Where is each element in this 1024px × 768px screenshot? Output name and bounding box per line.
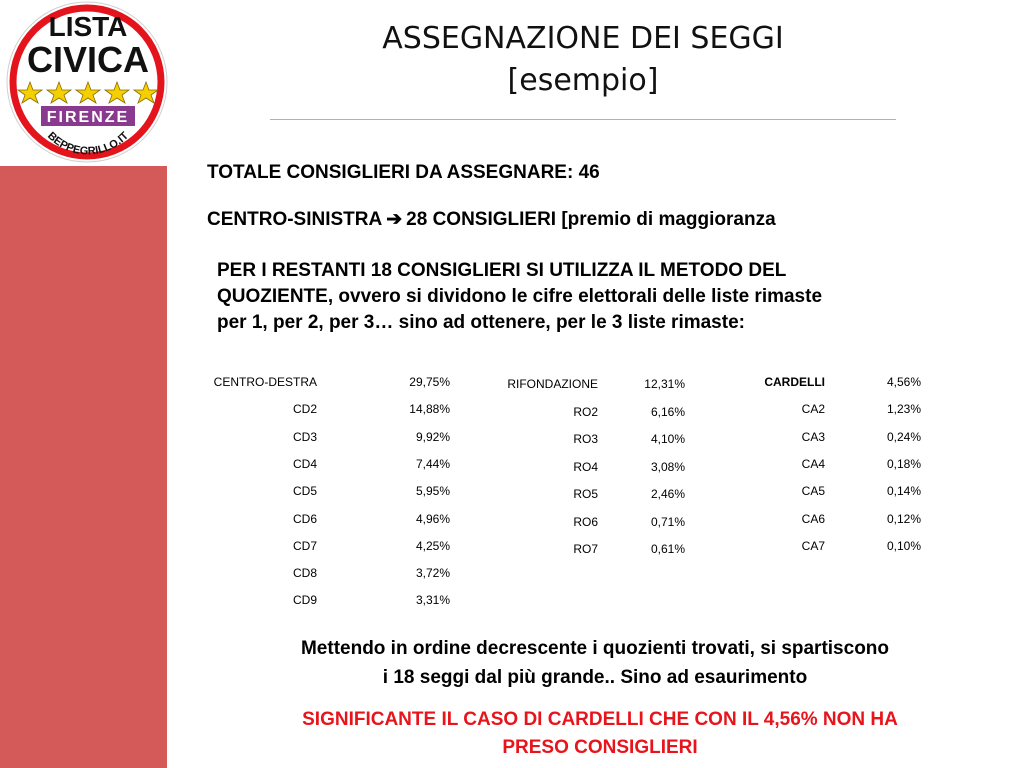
row-name: RO2 [573,404,598,419]
row-value: 1,23% [886,402,921,417]
row-name: CD9 [292,593,317,608]
logo-line1: LISTA [48,11,128,42]
method-line2-rest: ovvero si dividono le cifre elettorali delle liste rimaste [333,286,823,307]
logo-site: BEPPEGRILLO.IT [44,129,132,158]
title-line1: ASSEGNAZIONE DEI SEGGI [382,21,784,56]
row-value: 4,10% [650,432,685,446]
table-row [480,376,685,392]
table-row [740,538,925,554]
table-row [740,483,925,499]
row-value: 14,88% [409,402,450,417]
table-row [740,401,925,417]
table-centro-destra [180,374,450,614]
row-value: 7,44% [415,456,450,471]
cardelli-note-line1: SIGNIFICANTE IL CASO DI CARDELLI CHE CON IL 4,56% NON HA [302,709,898,730]
row-name: RO7 [573,542,598,556]
method-paragraph [217,258,822,336]
centre-left-line [207,207,776,233]
total-councillors-line: TOTALE CONSIGLIERI DA ASSEGNARE: 46 [207,162,600,183]
row-value: 12,31% [644,377,685,391]
row-value: 0,10% [886,538,921,553]
majority-bonus-text: 28 CONSIGLIERI [premio di maggioranza [406,209,776,230]
row-value: 0,18% [886,456,921,471]
cardelli-note [190,706,1010,762]
row-value: 3,72% [415,566,450,581]
ordering-line2: i 18 seggi dal più grande.. Sino ad esaurimento [382,667,808,688]
row-name: CD8 [292,566,317,581]
table-row [480,431,685,447]
row-name: CD3 [292,429,317,444]
table-row [740,429,925,445]
ordering-explanation [190,634,1000,692]
logo-city: FIRENZE [46,109,130,126]
method-line3: per 1, per 2, per 3… sino ad ottenere, per le 3 liste rimaste: [217,312,745,333]
row-name: CENTRO-DESTRA [213,375,317,389]
table-row [480,459,685,475]
row-name: CD5 [292,484,317,499]
row-value: 9,92% [415,429,450,444]
table-row [180,511,450,527]
row-name: CD7 [292,538,317,553]
row-value: 6,16% [650,404,685,419]
table-row [180,429,450,445]
table-row [180,456,450,472]
title-divider [270,119,896,120]
row-value: 3,31% [415,593,450,608]
table-row [480,514,685,530]
table-row [740,511,925,527]
row-name: RO4 [573,459,598,474]
row-value: 0,71% [650,514,685,529]
table-rifondazione [480,376,685,566]
ordering-line1: Mettendo in ordine decrescente i quozienti trovati, si spartiscono [300,638,890,659]
row-value: 3,08% [650,459,685,474]
row-value: 0,12% [886,511,921,526]
lista-civica-logo [5,0,170,165]
table-row [180,374,450,390]
table-row [180,565,450,581]
row-name: CD2 [292,402,317,417]
side-red-bar [0,166,167,768]
table-cardelli [740,374,925,564]
method-quoziente: QUOZIENTE, [217,286,334,307]
title-line2: [esempio] [507,63,659,98]
method-line2 [217,284,822,310]
table-row [180,401,450,417]
table-row [740,374,925,390]
row-name: CA7 [801,538,825,553]
arrow-right-icon: ➔ [386,209,403,230]
row-value: 4,96% [415,511,450,526]
row-name: RO6 [573,514,598,529]
row-name: RO3 [573,432,598,446]
row-value: 4,56% [886,375,921,389]
row-value: 4,25% [415,538,450,553]
table-row [180,483,450,499]
table-row [480,486,685,502]
table-row [480,404,685,420]
row-value: 0,14% [886,484,921,499]
row-name: CA5 [801,484,825,499]
slide-title [270,18,896,102]
centre-left-label: CENTRO-SINISTRA [207,209,383,230]
table-row [480,541,685,557]
method-line1: PER I RESTANTI 18 CONSIGLIERI SI UTILIZZA IL METODO DEL [217,260,787,281]
row-value: 2,46% [650,487,685,501]
row-name: CD4 [292,456,317,471]
row-name: RO5 [573,487,598,501]
table-row [180,538,450,554]
row-name: CARDELLI [764,375,825,389]
row-name: CA3 [801,429,825,444]
row-name: CA6 [801,511,825,526]
row-name: RIFONDAZIONE [507,377,598,391]
row-value: 0,61% [650,542,685,556]
table-row [180,592,450,608]
cardelli-note-line2: PRESO CONSIGLIERI [502,737,698,758]
table-row [740,456,925,472]
row-name: CA4 [801,456,825,471]
row-value: 29,75% [409,375,450,389]
row-name: CA2 [801,402,825,417]
logo-line2: CIVICA [26,39,150,80]
row-name: CD6 [292,511,317,526]
row-value: 0,24% [886,429,921,444]
row-value: 5,95% [415,484,450,499]
